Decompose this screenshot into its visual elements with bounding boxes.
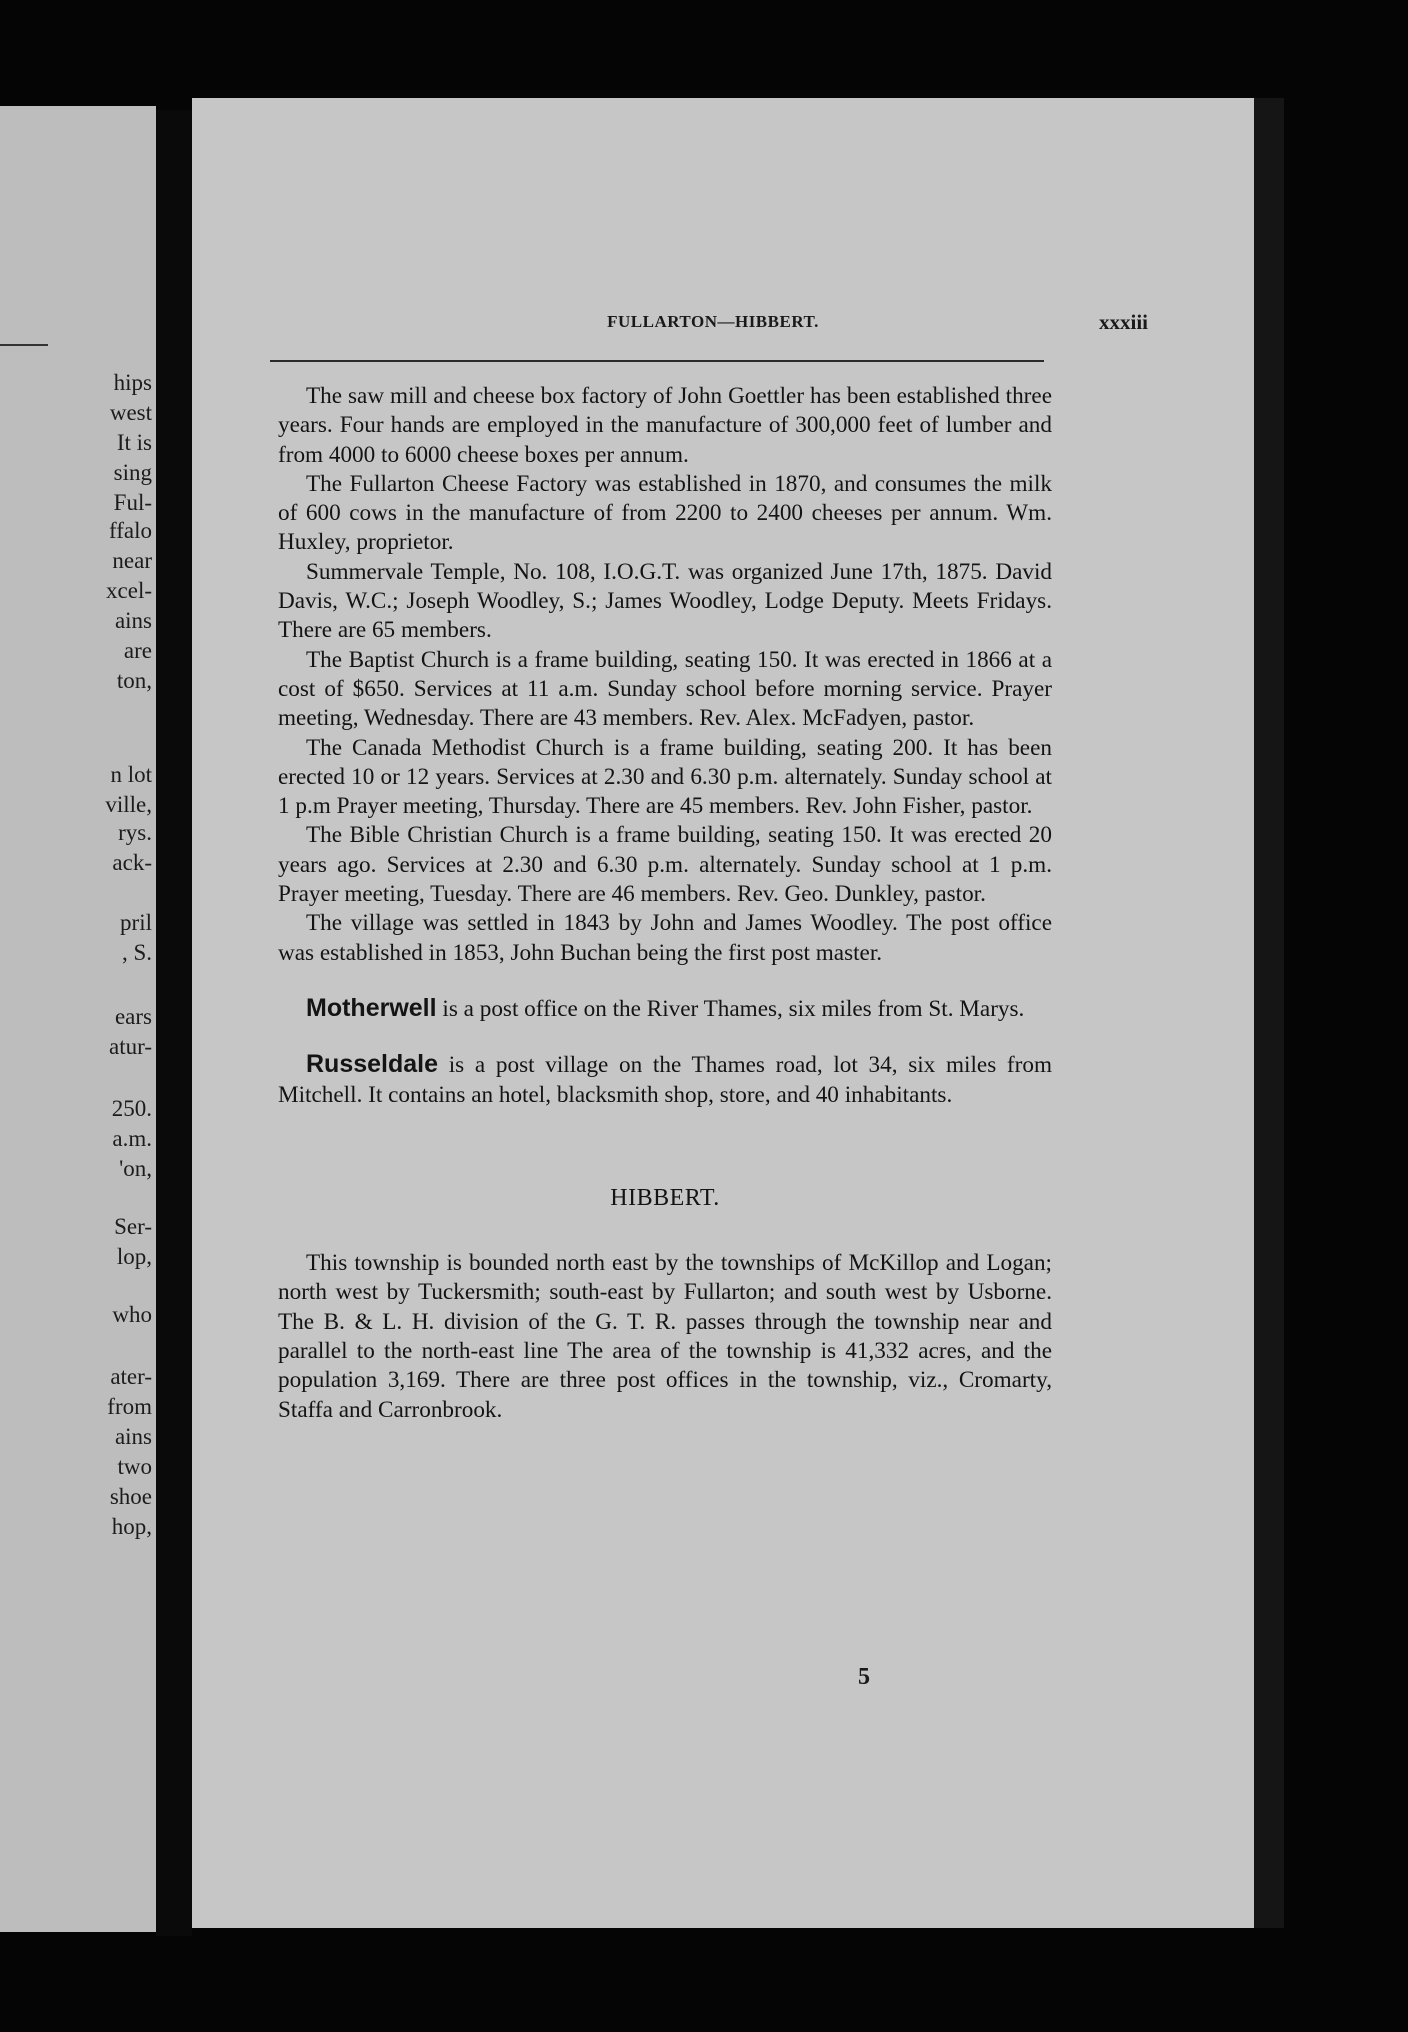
page-number-roman: xxxiii: [1098, 310, 1148, 334]
entry-motherwell: [278, 994, 1052, 1024]
previous-page-line-fragment: ears: [114, 1004, 152, 1029]
paragraph-bible-christian-church: The Bible Christian Church is a frame building, seating 150. It was erected 20 years ago. Services at 2.30 and 6.30 p.m. alternately. Sunday school at 1 p.m. Prayer meeting, Tuesday. There are 46 members. Rev. Geo. Dunkley, pastor.: [278, 822, 1052, 908]
entry-name-russeldale: Russeldale: [306, 1050, 439, 1079]
entry-russeldale: [278, 1050, 1052, 1110]
previous-page-line-fragment: xcel-: [106, 578, 152, 603]
previous-page-line-fragment: two: [117, 1454, 152, 1479]
entry-text-motherwell: is a post office on the River Thames, six miles from St. Marys.: [436, 995, 1025, 1022]
previous-page-fragment: [0, 106, 156, 1932]
previous-page-line-fragment: who: [112, 1302, 152, 1327]
section-title-hibbert: HIBBERT.: [610, 1184, 720, 1211]
paragraph-summervale-temple: Summervale Temple, No. 108, I.O.G.T. was organized June 17th, 1875. David Davis, W.C.; Joseph Woodley, S.; James Woodley, Lodge Deputy. Meets Fridays. There are 65 members.: [278, 558, 1052, 644]
previous-page-line-fragment: hips: [113, 370, 152, 395]
previous-page-line-fragment: pril: [120, 910, 152, 935]
previous-page-header-rule: [0, 344, 48, 346]
previous-page-line-fragment: ater-: [110, 1364, 152, 1389]
entry-text-russeldale: is a post village on the Thames road, lot 34, six miles from Mitchell. It contains an hotel, blacksmith shop, store, and 40 inhabitants.: [278, 1052, 1052, 1108]
page-edge: [1254, 98, 1284, 1928]
paragraph-hibbert: This township is bounded north east by the townships of McKillop and Logan; north west by Tuckersmith; south-east by Fullarton; and south west by Usborne. The B. & L. H. division of the G. T. R. passes through the township near and parallel to the north-east line The area of the township is 41,332 acres, and the population 3,169. There are three post offices in the township, viz., Cromarty, Staffa and Carronbrook.: [278, 1250, 1052, 1423]
paragraph-saw-mill: The saw mill and cheese box factory of John Goettler has been established three years. Four hands are employed in the manufacture of 300,000 feet of lumber and from 4000 to 6000 cheese boxes per annum.: [278, 383, 1052, 468]
previous-page-line-fragment: ton,: [116, 668, 152, 693]
previous-page-line-fragment: ack-: [112, 850, 152, 875]
page-header: [278, 312, 1148, 342]
previous-page-line-fragment: west: [109, 400, 152, 425]
previous-page-line-fragment: It is: [116, 430, 152, 455]
previous-page-line-fragment: Ful-: [113, 490, 152, 515]
previous-page-line-fragment: a.m.: [112, 1126, 152, 1151]
previous-page-line-fragment: rys.: [118, 820, 152, 845]
previous-page-line-fragment: ffalo: [108, 518, 152, 543]
paragraph-village-settled: The village was settled in 1843 by John and James Woodley. The post office was established in 1853, John Buchan being the first post master.: [278, 910, 1052, 966]
previous-page-line-fragment: ville,: [105, 792, 152, 817]
previous-page-line-fragment: Ser-: [114, 1214, 152, 1239]
previous-page-line-fragment: 250.: [111, 1096, 152, 1121]
previous-page-line-fragment: n lot: [110, 762, 152, 787]
previous-page-line-fragment: hop,: [111, 1514, 152, 1539]
paragraph-cheese-factory: The Fullarton Cheese Factory was established in 1870, and consumes the milk of 600 cows in the manufacture of from 2200 to 2400 cheeses per annum. Wm. Huxley, proprietor.: [278, 470, 1052, 556]
previous-page-line-fragment: atur-: [109, 1034, 152, 1059]
previous-page-line-fragment: are: [123, 638, 152, 663]
entry-name-motherwell: Motherwell: [306, 993, 437, 1022]
previous-page-line-fragment: 'on,: [119, 1156, 152, 1181]
page-body: [278, 382, 1052, 1425]
previous-page-line-fragment: lop,: [116, 1244, 152, 1269]
paragraph-baptist-church: The Baptist Church is a frame building, seating 150. It was erected in 1866 at a cost of $650. Services at 11 a.m. Sunday school before morning service. Prayer meeting, Wednesday. There are 43 members. Rev. Alex. McFadyen, pastor.: [278, 646, 1052, 732]
previous-page-line-fragment: shoe: [109, 1484, 152, 1509]
previous-page-line-fragment: ains: [114, 608, 152, 633]
paragraph-methodist-church: The Canada Methodist Church is a frame building, seating 200. It has been erected 10 or 12 years. Services at 2.30 and 6.30 p.m. alternately. Sunday school at 1 p.m Prayer meeting, Thursday. There are 45 members. Rev. John Fisher, pastor.: [278, 734, 1052, 820]
book-binding-gutter: [156, 110, 192, 1936]
header-rule: [270, 360, 1044, 362]
previous-page-line-fragment: from: [107, 1394, 152, 1419]
previous-page-line-fragment: near: [112, 548, 152, 573]
previous-page-line-fragment: ains: [114, 1424, 152, 1449]
running-head: FULLARTON—HIBBERT.: [607, 312, 819, 331]
previous-page-line-fragment: sing: [113, 460, 152, 485]
signature-mark: 5: [858, 1664, 870, 1690]
previous-page-line-fragment: , S.: [121, 940, 152, 965]
